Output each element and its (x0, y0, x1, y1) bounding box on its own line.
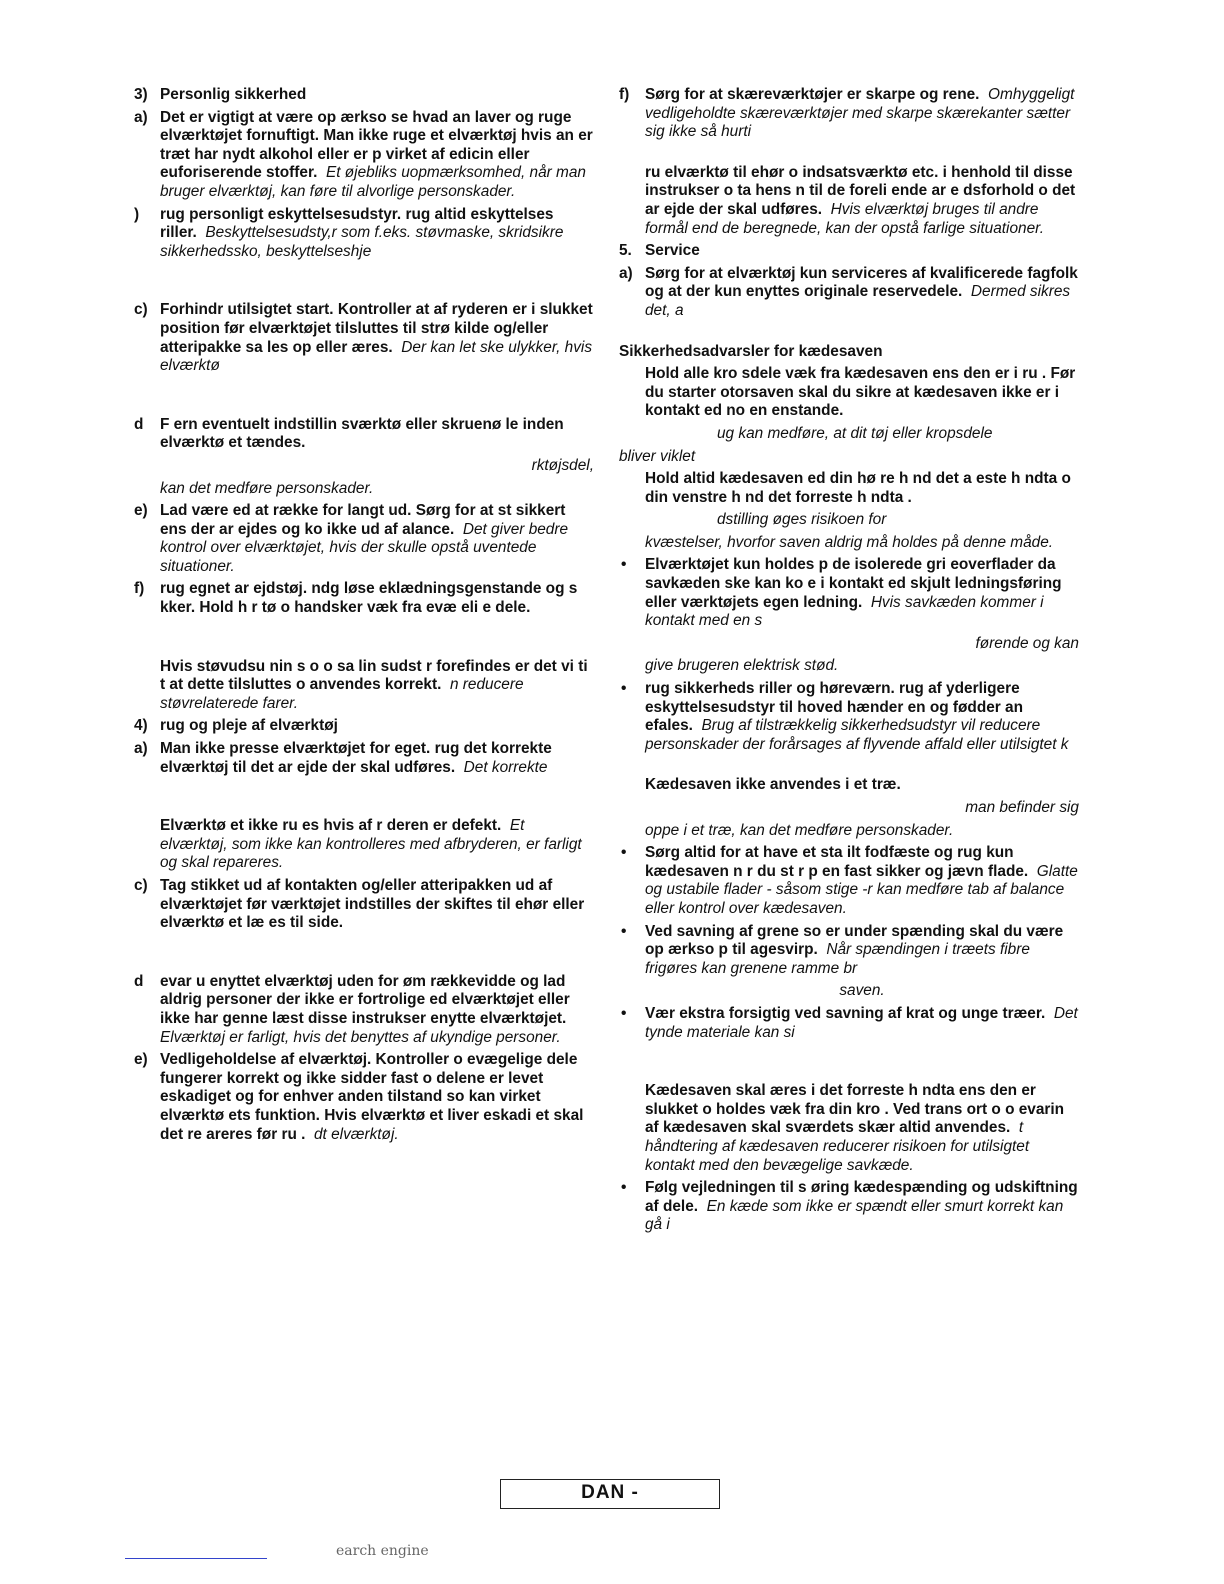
paragraph-bold-text: Service (645, 242, 700, 260)
paragraph-bold-text: Personlig sikkerhed (160, 86, 307, 103)
paragraph-italic-text: Omhyggeligt vedligeholdte skæreværktøjer med skarpe skærekanter sætter sig ikke så hurti (645, 86, 1075, 141)
paragraph-bold-text: evar u enyttet elværktøj uden for øm rækkevidde og lad aldrig personer der ikke er fortrolige ed elværktøjet eller ikke har genne læst disse instrukser enytte elværktøjet. (160, 972, 570, 1027)
paragraph-italic-text: t håndtering af kædesaven reducerer risikoen for utilsigtet kontakt med den bevægelige savkæde. (645, 1119, 1030, 1174)
spacer (619, 758, 1079, 776)
paragraph-bold-text: rug personligt eskyttelsesudstyr. rug altid eskyttelses riller. (160, 205, 554, 242)
paragraph-marker: • (621, 1179, 627, 1197)
paragraph-italic-text: Det tynde materiale kan si (645, 1004, 1078, 1041)
paragraph-bold-text: Hold alle kro sdele væk fra kædesaven ens den er i ru . Før du starter otorsaven skal du sikre at kædesaven ikke er i kontakt ed no en enstande. (645, 365, 1076, 420)
paragraph-marker: d (134, 415, 144, 433)
paragraph (134, 416, 594, 453)
paragraph (619, 343, 1079, 362)
paragraph-italic-text: dt elværktøj. (313, 1125, 399, 1143)
paragraph-italic-text: Et elværktøj, som ikke kan kontrolleres med afbryderen, er farligt og skal repareres. (160, 817, 582, 872)
spacer (134, 937, 594, 973)
paragraph-italic-text: Brug af tilstrækkelig sikkerhedsudstyr vil reducere personskader der forårsages af flyvende affald eller utilsigtet k (645, 717, 1069, 753)
paragraph-italic-text: En kæde som ikke er spændt eller smurt korrekt kan gå i (645, 1197, 1064, 1234)
paragraph-italic-text: oppe i et træ, kan det medføre personskader. (645, 821, 954, 839)
footer-link[interactable] (125, 1558, 267, 1559)
paragraph-marker: • (621, 844, 627, 862)
paragraph (619, 635, 1079, 654)
paragraph-marker: ) (134, 205, 140, 223)
paragraph-bold-text: Kædesaven ikke anvendes i et træ. (645, 776, 901, 794)
paragraph (134, 109, 594, 202)
paragraph (619, 844, 1079, 918)
paragraph-bold-text: Ved savning af grene so er under spænding skal du være op ærkso p til agesvirp. (645, 922, 1064, 959)
paragraph-italic-text: Et øjebliks uopmærksomhed, når man bruger elværktøj, kan føre til alvorlige personskader. (160, 164, 586, 200)
paragraph-italic-text: kvæstelser, hvorfor saven aldrig må holdes på denne måde. (645, 533, 1054, 551)
paragraph (619, 1005, 1079, 1042)
paragraph (619, 776, 1079, 795)
left-column (134, 86, 594, 1148)
paragraph-italic-text: førende og kan (975, 634, 1079, 652)
paragraph (619, 1082, 1079, 1175)
paragraph (134, 973, 594, 1047)
paragraph (619, 470, 1079, 507)
paragraph-italic-text: rktøjsdel, (531, 456, 594, 474)
paragraph-italic-text: dstilling øges risikoen for (717, 511, 887, 529)
paragraph-italic-text: n reducere støvrelaterede farer. (160, 676, 524, 712)
paragraph (619, 448, 1079, 467)
paragraph-marker: 3) (134, 86, 148, 103)
spacer (134, 781, 594, 817)
paragraph-bold-text: Følg vejledningen til s øring kædespænding og udskiftning af dele. (645, 1179, 1078, 1215)
paragraph-italic-text: Der kan let ske ulykker, hvis elværktø (160, 338, 593, 375)
paragraph-marker: a) (134, 740, 148, 758)
paragraph-bold-text: rug egnet ar ejdstøj. ndg løse eklædningsgenstande og s kker. Hold h r tø o handsker væk fra evæ eli e dele. (160, 580, 578, 617)
paragraph (619, 511, 1079, 530)
paragraph-bold-text: Sikkerhedsadvarsler for kædesaven (619, 342, 883, 360)
paragraph-bold-text: Vedligeholdelse af elværktøj. Kontroller o evægelige dele fungerer korrekt og ikke sidder fast o delene er levet eskadiget og for enhver anden tilstand so kan virket elværktø ets funktion. Hvis elværktø et liver eskadi et skal det re areres før ru . (160, 1051, 584, 1143)
paragraph (619, 799, 1079, 818)
paragraph-marker: d (134, 972, 144, 990)
paragraph (134, 480, 594, 499)
paragraph (134, 817, 594, 873)
paragraph (134, 717, 594, 736)
right-column (619, 86, 1079, 1239)
paragraph-italic-text: Hvis elværktøj bruges til andre formål end de beregnede, kan der opstå farlige situationer. (645, 200, 1044, 237)
paragraph (134, 502, 594, 576)
paragraph-marker: • (621, 556, 627, 574)
paragraph-bold-text: Tag stikket ud af kontakten og/eller atteripakken ud af elværktøjet før værktøjet indstilles der skiftes til ehør eller elværktø et læ es til side. (160, 877, 585, 932)
paragraph (619, 425, 1079, 444)
paragraph-bold-text: ru elværktø til ehør o indsatsværktø etc. i henhold til disse instrukser o ta hens n til de foreli ende ar e dsforhold o det ar ejde der skal udføres. (645, 163, 1076, 218)
spacer (619, 146, 1079, 164)
paragraph-bold-text: Sørg for at skæreværktøjer er skarpe og rene. (645, 86, 980, 103)
paragraph (134, 877, 594, 933)
paragraph (134, 658, 594, 714)
spacer (619, 325, 1079, 343)
paragraph-marker: c) (134, 877, 148, 894)
paragraph-italic-text: Glatte og ustabile flader - såsom stige -r kan medføre tab af balance eller kontrol over kædesaven. (645, 862, 1078, 917)
paragraph (134, 740, 594, 777)
paragraph-italic-text: kan det medføre personskader. (160, 479, 374, 497)
paragraph-bold-text: Lad være ed at række for langt ud. Sørg for at st sikkert ens der ar ejdes og ko ikke ud af alance. (160, 502, 566, 538)
paragraph (619, 265, 1079, 321)
paragraph (134, 206, 594, 262)
paragraph-bold-text: Hold altid kædesaven ed din hø re h nd det a este h ndta o din venstre h nd det forreste h ndta . (645, 470, 1071, 506)
paragraph-bold-text: F ern eventuelt indstillin sværktø eller skruenø le inden elværktø et tændes. (160, 415, 564, 452)
paragraph-bold-text: Elværktø et ikke ru es hvis af r deren er defekt. (160, 817, 502, 835)
paragraph-italic-text: man befinder sig (965, 799, 1079, 816)
paragraph-italic-text: bliver viklet (619, 447, 696, 465)
paragraph-marker: e) (134, 1051, 148, 1069)
paragraph-marker: 5. (619, 242, 632, 260)
paragraph-italic-text: give brugeren elektrisk stød. (645, 657, 839, 675)
paragraph-bold-text: rug sikkerheds riller og høreværn. rug af yderligere eskyttelsesudstyr til hoved hænder en og fødder an efales. (645, 680, 1024, 735)
paragraph (134, 301, 594, 375)
paragraph (619, 657, 1079, 676)
paragraph-bold-text: Elværktøjet kun holdes p de isolerede gri eoverflader da savkæden ske kan ko e i kontakt ed skjult ledningsføring eller værktøjets egen ledning. (645, 556, 1062, 611)
paragraph-italic-text: Når spændingen i træets fibre frigøres kan grenene ramme br (645, 941, 1030, 977)
paragraph (134, 1051, 594, 1144)
paragraph (619, 1179, 1079, 1235)
paragraph-italic-text: Hvis savkæden kommer i kontakt med en s (645, 593, 1044, 630)
footer-search-text: earch engine (336, 1543, 429, 1559)
paragraph-bold-text: rug og pleje af elværktøj (160, 717, 338, 735)
paragraph-bold-text: Kædesaven skal æres i det forreste h ndta ens den er slukket o holdes væk fra din kro . Ved trans ort o o evarin af kædesaven skal sværdets skær altid anvendes. (645, 1082, 1065, 1137)
paragraph (134, 580, 594, 617)
paragraph-marker: • (621, 922, 627, 940)
paragraph (619, 365, 1079, 421)
paragraph-italic-text: ug kan medføre, at dit tøj eller kropsdele (717, 424, 993, 442)
paragraph-italic-text: saven. (839, 982, 885, 1000)
spacer (134, 622, 594, 658)
paragraph-italic-text: Dermed sikres det, a (645, 283, 1071, 319)
paragraph-bold-text: Det er vigtigt at være op ærkso se hvad an laver og ruge elværktøjet fornuftigt. Man ikke ruge et elværktøj hvis an er træt har nydt alkohol eller er p virket af edicin eller euforiserende stoffer. (160, 108, 593, 182)
paragraph (619, 680, 1079, 754)
paragraph-bold-text: Sørg for at elværktøj kun serviceres af kvalificerede fagfolk og at der kun enyttes originale reservedele. (645, 264, 1078, 301)
paragraph (619, 86, 1079, 142)
paragraph-marker: 4) (134, 717, 148, 735)
paragraph-bold-text: Forhindr utilsigtet start. Kontroller at af ryderen er i slukket position før elværktøjet tilsluttes til strø kilde og/eller atteripakke sa les op eller æres. (160, 301, 593, 356)
paragraph-marker: • (621, 1004, 627, 1022)
paragraph-marker: • (621, 680, 627, 698)
paragraph-marker: a) (619, 264, 633, 282)
paragraph-marker: c) (134, 301, 148, 319)
spacer (134, 380, 594, 416)
paragraph-italic-text: Det korrekte (463, 758, 548, 776)
paragraph (619, 822, 1079, 841)
paragraph (619, 534, 1079, 553)
paragraph (619, 982, 1079, 1001)
paragraph-marker: f) (619, 86, 630, 103)
paragraph-bold-text: Man ikke presse elværktøjet for eget. rug det korrekte elværktøj til det ar ejde der skal udføres. (160, 740, 552, 776)
paragraph-marker: e) (134, 502, 148, 520)
page-footer-label: DAN - (500, 1479, 720, 1509)
paragraph (619, 242, 1079, 261)
paragraph (134, 457, 594, 476)
paragraph-italic-text: Elværktøj er farligt, hvis det benyttes af ukyndige personer. (160, 1028, 561, 1046)
paragraph (619, 556, 1079, 630)
paragraph-bold-text: Hvis støvudsu nin s o o sa lin sudst r forefindes er det vi ti t at dette tilsluttes o anvendes korrekt. (160, 657, 588, 694)
paragraph-marker: f) (134, 580, 145, 598)
paragraph-italic-text: Beskyttelsesudsty,r som f.eks. støvmaske, skridsikre sikkerhedssko, beskyttelseshje (160, 224, 564, 260)
paragraph (619, 923, 1079, 979)
spacer (619, 1046, 1079, 1082)
spacer (134, 265, 594, 301)
paragraph-bold-text: Vær ekstra forsigtig ved savning af krat og unge træer. (645, 1004, 1046, 1022)
paragraph (619, 164, 1079, 238)
paragraph-bold-text: Sørg altid for at have et sta ilt fodfæste og rug kun kædesaven n r du st r p en fast sikker og jævn flade. (645, 844, 1029, 880)
paragraph-marker: a) (134, 108, 148, 126)
paragraph-italic-text: Det giver bedre kontrol over elværktøjet, hvis der skulle opstå uventede situationer. (160, 520, 569, 575)
paragraph (134, 86, 594, 105)
